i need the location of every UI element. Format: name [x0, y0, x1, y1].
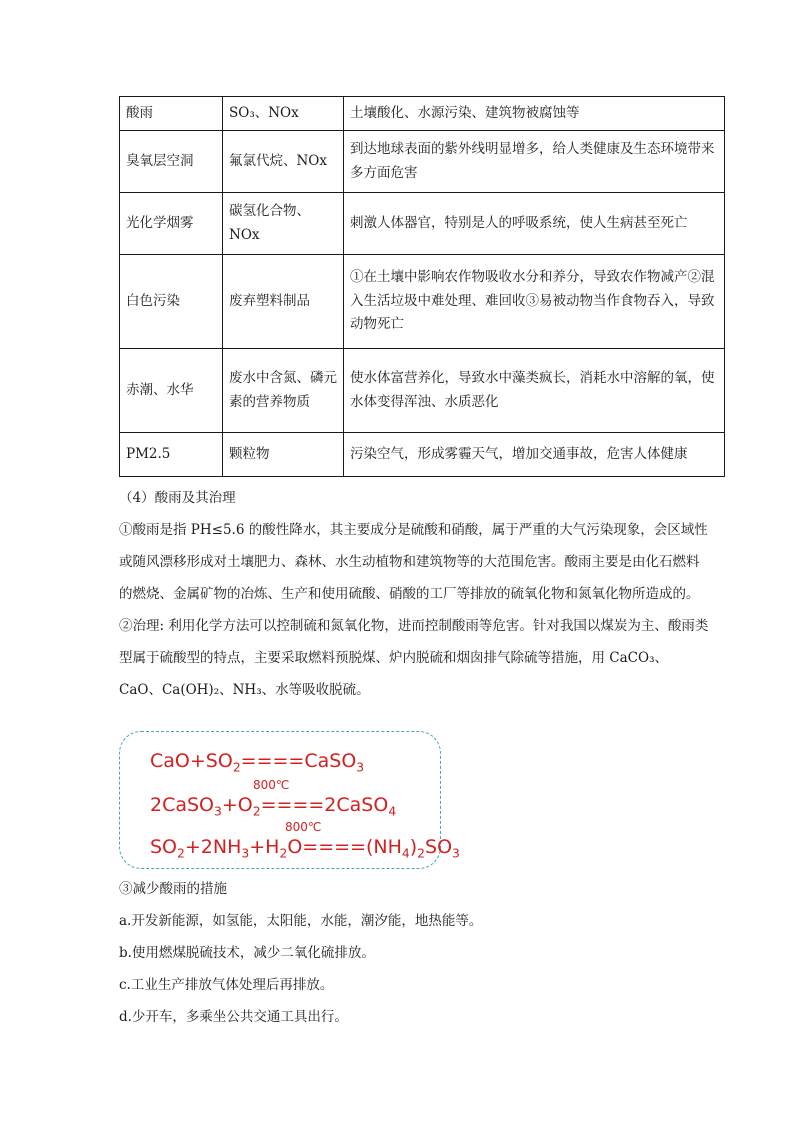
- table-row: [120, 193, 725, 255]
- table-row: [120, 97, 725, 131]
- table-row: [120, 349, 725, 433]
- acid-rain-treatment: ②治理: 利用化学方法可以控制硫和氮氧化物，进而控制酸雨等危害。针对我国以煤炭为主、酸雨类型属于硫酸型的特点，主要采取燃料预脱煤、炉内脱硫和烟囱排气除硫等措施，用 CaCO₃、CaO、Ca(OH)₂、NH₃、水等吸收脱硫。: [119, 618, 709, 698]
- pollution-harm: 土壤酸化、水源污染、建筑物被腐蚀等: [344, 97, 725, 131]
- measure-a: a.开发新能源，如氢能，太阳能，水能，潮汐能，地热能等。: [119, 913, 483, 929]
- table-row: [120, 131, 725, 193]
- table-row: [120, 433, 725, 477]
- condition-1: 800℃: [253, 778, 290, 792]
- pollution-harm: 使水体富营养化，导致水中藻类疯长，消耗水中溶解的氧，使水体变得浑浊、水质恶化: [344, 349, 725, 433]
- condition-2: 800℃: [285, 820, 322, 834]
- pollution-name: 光化学烟雾: [120, 193, 223, 255]
- pollution-name: 白色污染: [120, 255, 223, 349]
- measures-list: [119, 873, 709, 1033]
- equation-3: $SO_2+2NH_3+H_2O====(NH_4)_2SO_3$: [150, 836, 460, 861]
- table-row: [120, 255, 725, 349]
- pollution-cause: SO₃、NOx: [223, 97, 344, 131]
- equation-2: $2CaSO_3+O_2====2CaSO_4$: [150, 794, 397, 819]
- pollution-cause: 废弃塑料制品: [223, 255, 344, 349]
- measure-b: b.使用燃煤脱硫技术，减少二氧化硫排放。: [119, 945, 375, 961]
- pollution-name: PM2.5: [120, 433, 223, 477]
- pollution-cause: 碳氢化合物、NOx: [223, 193, 344, 255]
- pollution-cause: 废水中含氮、磷元素的营养物质: [223, 349, 344, 433]
- reaction-equations-box: [119, 731, 460, 869]
- pollution-name: 酸雨: [120, 97, 223, 131]
- equation-1: $CaO+SO_2====CaSO_3$: [150, 750, 365, 775]
- pollution-harm: ①在土壤中影响农作物吸收水分和养分，导致农作物减产②混入生活垃圾中难处理、难回收③易被动物当作食物吞入，导致动物死亡: [344, 255, 725, 349]
- pollution-cause: 颗粒物: [223, 433, 344, 477]
- pollution-harm: 刺激人体器官，特别是人的呼吸系统，使人生病甚至死亡: [344, 193, 725, 255]
- pollution-cause: 氟氯代烷、NOx: [223, 131, 344, 193]
- pollution-harm: 污染空气，形成雾霾天气，增加交通事故，危害人体健康: [344, 433, 725, 477]
- pollution-name: 臭氧层空洞: [120, 131, 223, 193]
- pollution-name: 赤潮、水华: [120, 349, 223, 433]
- measure-c: c.工业生产排放气体处理后再排放。: [119, 977, 334, 993]
- measure-d: d.少开车，多乘坐公共交通工具出行。: [119, 1009, 348, 1025]
- acid-rain-definition: ①酸雨是指 PH≤5.6 的酸性降水，其主要成分是硫酸和硝酸，属于严重的大气污染现象，会区域性或随风漂移形成对土壤肥力、森林、水生动植物和建筑物等的大范围危害。酸雨主要是由化石燃料的燃烧、金属矿物的冶炼、生产和使用硫酸、硝酸的工厂等排放的硫氧化物和氮氧化物所造成的。: [119, 522, 708, 602]
- section-body: [119, 482, 709, 706]
- section-heading: （4）酸雨及其治理: [119, 490, 236, 506]
- pollution-table: [119, 96, 725, 477]
- pollution-harm: 到达地球表面的紫外线明显增多，给人类健康及生态环境带来多方面危害: [344, 131, 725, 193]
- measures-title: ③减少酸雨的措施: [119, 881, 227, 897]
